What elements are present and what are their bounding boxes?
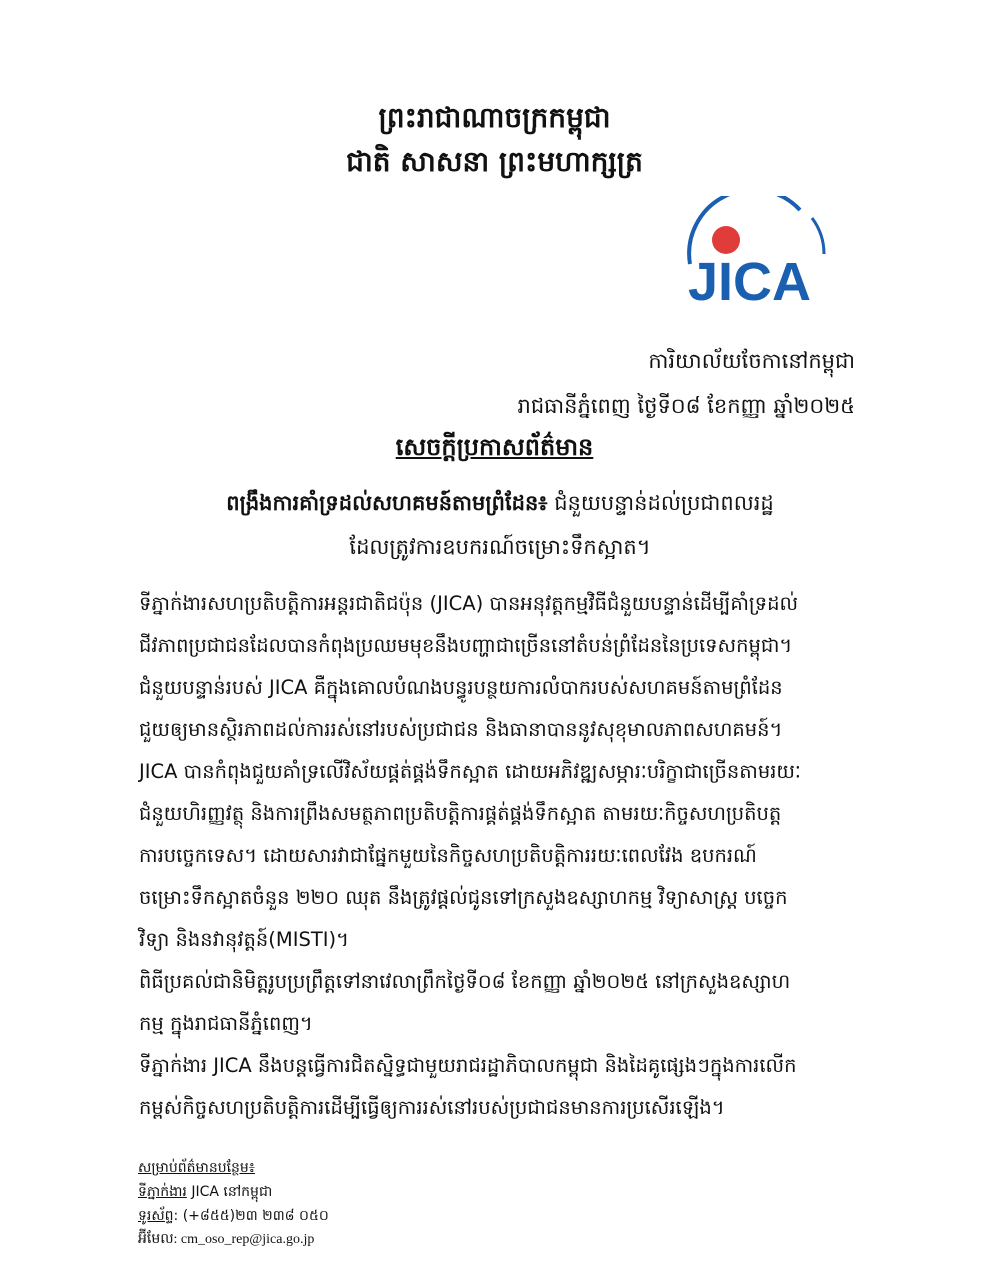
subtitle-rest: ជំនួយបន្ទាន់ដល់ប្រជាពលរដ្ឋ: [547, 491, 774, 515]
body-line: ទីភ្នាក់ងារ JICA នឹងបន្តធ្វើការជិតស្និទ្ធជាមួយរាជរដ្ឋាភិបាលកម្ពុជា និងដៃគូផ្សេងៗក្នុងការលើក: [139, 1054, 797, 1077]
footer-agency: [138, 1182, 272, 1202]
body-line: ពិធីប្រគល់ជានិមិត្តរូបប្រព្រឹត្តទៅនាវេលាព្រឹកថ្ងៃទី០៨ ខែកញ្ញា ឆ្នាំ២០២៥ នៅក្រសួងឧស្សាហ: [139, 970, 791, 993]
more-info-label: សម្រាប់ព័ត៌មានបន្ថែម៖: [138, 1160, 255, 1176]
press-release-heading: សេចក្ដីប្រកាសព័ត៌មាន: [395, 433, 594, 461]
subtitle-bold: ពង្រឹងការគាំទ្រដល់សហគមន៍តាមព្រំដែន៖: [226, 491, 548, 515]
body-line: កម្ពស់កិច្ចសហប្រតិបត្តិការដើម្បីធ្វើឲ្យការរស់នៅរបស់ប្រជាជនមានការប្រសើរឡើង។: [139, 1096, 725, 1119]
body-line: ចម្រោះទឹកស្អាតចំនួន ២២០ ឈុត នឹងត្រូវផ្តល់ជូនទៅក្រសួងឧស្សាហកម្ម វិទ្យាសាស្ត្រ បច្ចេក: [139, 886, 788, 909]
body-line: ការបច្ចេកទេស។ ដោយសារវាជាផ្នែកមួយនៃកិច្ចសហប្រតិបត្តិការរយៈពេលវែង ឧបករណ៍: [139, 844, 757, 867]
logo-text: JICA: [688, 252, 812, 312]
body-line: ជំនួយបន្ទាន់របស់ JICA គឺក្នុងគោលបំណងបន្ធូរបន្ថយការលំបាករបស់សហគមន៍តាមព្រំដែន: [139, 676, 783, 699]
nation-motto: ជាតិ សាសនា ព្រះមហាក្សត្រ: [346, 145, 643, 178]
phone-number: : (+៨៥៥)២៣ ២៣៨ ០៥០: [173, 1208, 329, 1224]
body-line: JICA បានកំពុងជួយគាំទ្រលើវិស័យផ្គត់ផ្គង់ទឹកស្អាត ដោយអភិវឌ្ឍសម្ភារៈបរិក្ខាជាច្រើនតាមរយៈ: [139, 760, 801, 783]
jica-logo: [680, 196, 846, 312]
email-address[interactable]: : cm_oso_rep@jica.go.jp: [173, 1232, 315, 1247]
body-line: ជំនួយហិរញ្ញវត្ថុ និងការព្រឹងសមត្ថភាពប្រតិបត្តិការផ្គត់ផ្គង់ទឹកស្អាត តាមរយៈកិច្ចសហប្រតិបត្ត: [139, 802, 782, 825]
phone-label: ទូរស័ព្ទ: [138, 1208, 174, 1224]
office-date: រាជធានីភ្នំពេញ ថ្ងៃទី០៨ ខែកញ្ញា ឆ្នាំ២០២៥: [517, 394, 855, 418]
footer-phone: [138, 1206, 329, 1226]
body-line: កម្ម ក្នុងរាជធានីភ្នំពេញ។: [139, 1012, 313, 1035]
footer-email: [138, 1230, 314, 1250]
agency-name: JICA នៅកម្ពុជា: [186, 1184, 273, 1200]
body-line: ជួយឲ្យមានស្ថិរភាពដល់ការរស់នៅរបស់ប្រជាជន និងធានាបាននូវសុខុមាលភាពសហគមន៍។: [139, 718, 783, 741]
body-line: ជីវភាពប្រជាជនដែលបានកំពុងប្រឈមមុខនឹងបញ្ហាជាច្រើននៅតំបន់ព្រំដែននៃប្រទេសកម្ពុជា។: [139, 634, 793, 657]
body-line: ទីភ្នាក់ងារសហប្រតិបត្តិការអន្តរជាតិជប៉ុន (JICA) បានអនុវត្តកម្មវិធីជំនួយបន្ទាន់ដើម្បីគាំទ្រដល់: [139, 592, 799, 615]
body-line: វិទ្យា និងនវានុវត្តន៍(MISTI)។: [139, 928, 349, 951]
agency-label: ទីភ្នាក់ងារ: [138, 1184, 187, 1200]
kingdom-title: ព្រះរាជាណាចក្រកម្ពុជា: [378, 101, 611, 134]
footer-more-info: [138, 1158, 255, 1178]
subtitle-line-1: [140, 487, 860, 519]
email-label: អ៊ីមែល: [138, 1232, 174, 1247]
subtitle-line-2: ដែលត្រូវការឧបករណ៍ចម្រោះទឹកស្អាត។: [349, 535, 651, 559]
office-name: ការិយាល័យចែកានៅកម្ពុជា: [648, 349, 855, 373]
